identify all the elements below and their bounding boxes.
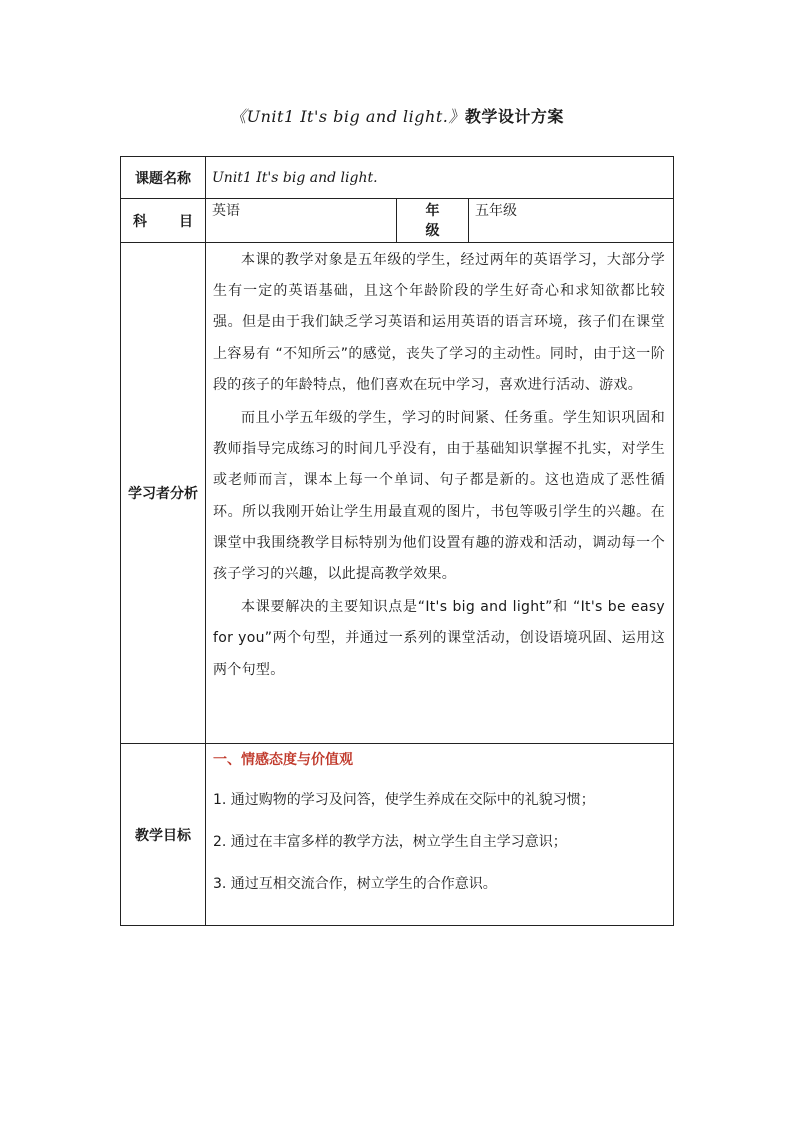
subject-row (121, 199, 674, 243)
grade-label-text: 年 级 (425, 203, 440, 239)
grade-label (397, 199, 469, 243)
learner-paragraph-2: 而且小学五年级的学生，学习的时间紧、任务重。学生知识巩固和教师指导完成练习的时间几乎没有，由于基础知识掌握不扎实，对学生或老师而言，课本上每一个单词、句子都是新的。这也造成了恶性循环。所以我刚开始让学生用最直观的图片，书包等吸引学生的兴趣。在课堂中我围绕教学目标特别为他们设置有趣的游戏和活动，调动每一个孩子学习的兴趣，以此提高教学效果。 (213, 410, 666, 583)
learner-analysis-row (121, 243, 674, 744)
subject-label: 科 目 (121, 199, 206, 243)
course-name-value: Unit1 It's big and light. (206, 157, 674, 199)
learner-paragraph-1: 本课的教学对象是五年级的学生，经过两年的英语学习，大部分学生有一定的英语基础，且这个年龄阶段的学生好奇心和求知欲都比较强。但是由于我们缺乏学习英语和运用英语的语言环境，孩子们在课堂上容易有 “不知所云”的感觉，丧失了学习的主动性。同时，由于这一阶段的孩子的年龄特点，他们喜欢在玩中学习，喜欢进行活动、游戏。 (213, 252, 666, 393)
goal-item-2: 2. 通过在丰富多样的教学方法，树立学生自主学习意识； (213, 834, 567, 850)
document-title (0, 104, 794, 127)
learner-paragraph-3: 本课要解决的主要知识点是“It's big and light”和 “It's be easy for you”两个句型，并通过一系列的课堂活动，创设语境巩固、运用这两个句型。 (213, 599, 666, 678)
teaching-goals-content (206, 744, 674, 926)
learner-analysis-content (206, 243, 674, 744)
goal-item-3: 3. 通过互相交流合作，树立学生的合作意识。 (213, 876, 497, 892)
course-name-label: 课题名称 (121, 157, 206, 199)
document-title-english: 《Unit1 It's big and light.》 (230, 107, 465, 126)
teaching-goals-label: 教学目标 (121, 744, 206, 926)
goals-section-heading: 一、情感态度与价值观 (213, 752, 353, 768)
teaching-goals-row (121, 744, 674, 926)
learner-analysis-label: 学习者分析 (121, 243, 206, 744)
lesson-plan-table (120, 156, 674, 926)
subject-value: 英语 (206, 199, 397, 243)
goal-item-1: 1. 通过购物的学习及问答，使学生养成在交际中的礼貌习惯； (213, 792, 595, 808)
document-title-chinese: 教学设计方案 (464, 107, 564, 126)
course-name-row (121, 157, 674, 199)
grade-value: 五年级 (469, 199, 674, 243)
